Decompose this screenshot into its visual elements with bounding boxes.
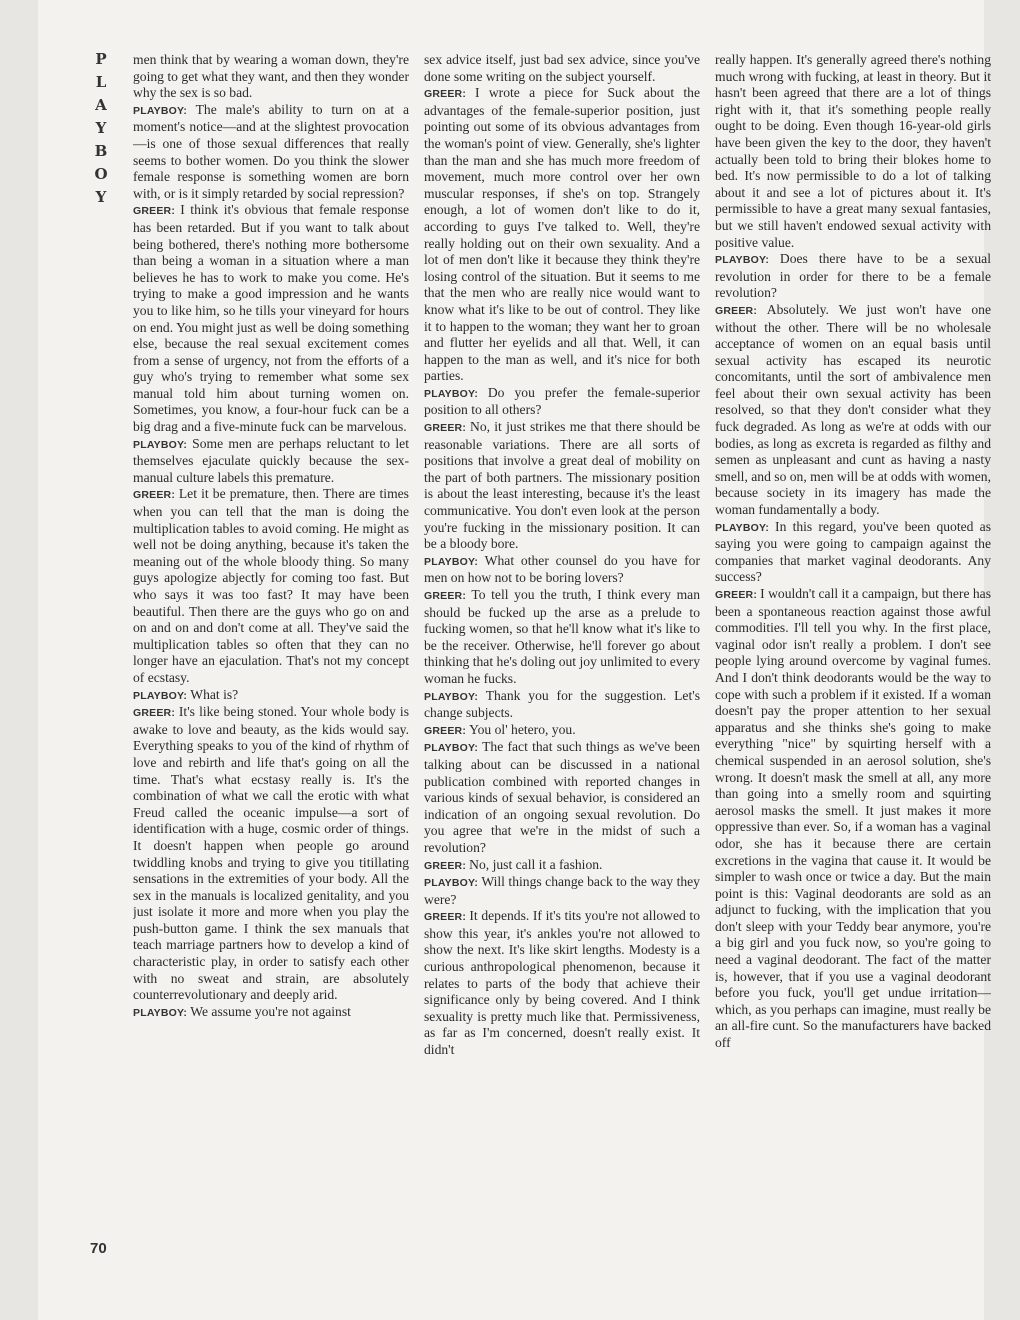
interview-paragraph <box>424 553 700 587</box>
paragraph-text: It depends. If it's tits you're not allowed to show this year, it's ankles you're not allowed to show the next. It's like skirt lengths. Modesty is a curious anthropological phenomenon, because it relates to parts of the body that achieve their significance only by being covered. And I think sexuality is pretty much like that. Permissiveness, as far as I'm concerned, doesn't really exist. It didn't <box>424 908 700 1058</box>
paragraph-text: What other counsel do you have for men on how not to be boring lovers? <box>424 552 700 586</box>
paragraph-text: Absolutely. We just won't have one without the other. There will be no wholesale acceptance of women on an equal basis until sexual activity has escaped its neurotic concomitants, until the sort of ambivalence men feel about their own sexual activity has been resolved, so that they don't consider what they fuck degraded. As long as we're at odds with our bodies, as long as excreta is regarded as filthy and semen as unpleasant and cunt as having a nasty smell, and so on, men will be at odds with women, because society in its imagery has made the woman fundamentally a body. <box>715 301 991 518</box>
paragraph-text: The fact that such things as we've been talking about can be discussed in a national publication combined with reported changes in various kinds of sexual behavior, is considered an indication of an ongoing sexual revolution. Do you agree that we're in the midst of such a revolution? <box>424 739 700 855</box>
speaker-label: GREER : <box>133 205 180 217</box>
masthead-letter: B <box>94 142 108 160</box>
interview-paragraph <box>424 419 700 553</box>
speaker-label: GREER : <box>424 860 469 872</box>
speaker-label: GREER : <box>715 589 760 601</box>
interview-paragraph <box>133 102 409 203</box>
speaker-label: PLAYBOY : <box>424 388 488 400</box>
interview-paragraph <box>715 52 991 251</box>
interview-paragraph <box>424 85 700 385</box>
paragraph-text: sex advice itself, just bad sex advice, since you've done some writing on the subject yourself. <box>424 52 700 84</box>
speaker-label: GREER : <box>424 88 475 100</box>
paragraph-text: It's like being stoned. Your whole body is awake to love and beauty, as the kids would say. Everything speaks to you of the kind of rhythm of love and rebirth and life that's going on all the time. That's what ecstasy really is. It's the combination of what we call the erotic with what Freud called the oceanic impulse—a sort of identification with a huge, cosmic order of things. It doesn't happen when people go around twiddling knobs and trying to give you titillating sensations in the extremities of your body. All the sex in the manuals is localized genitality, and you just isolate it more and more when you play the push-button game. I think the sex manuals that teach marriage partners how to develop a kind of characteristic play, in order to satisfy each other with no sweat and strain, are absolutely counterrevolutionary and deeply arid. <box>133 704 409 1003</box>
paragraph-text: You ol' hetero, you. <box>469 721 576 737</box>
masthead-letter: Y <box>95 188 107 206</box>
speaker-label: PLAYBOY : <box>133 439 192 451</box>
paragraph-text: Will things change back to the way they were? <box>424 874 700 907</box>
speaker-label: PLAYBOY : <box>715 254 780 266</box>
interview-paragraph <box>424 874 700 908</box>
interview-paragraph <box>424 857 700 875</box>
masthead-letter: P <box>95 50 107 68</box>
speaker-label: GREER : <box>715 305 767 317</box>
paragraph-text: Some men are perhaps reluctant to let themselves ejaculate quickly because the sex-manual culture labels this premature. <box>133 435 409 485</box>
paragraph-text: No, just call it a fashion. <box>469 856 603 872</box>
interview-paragraph <box>424 587 700 688</box>
paragraph-text: To tell you the truth, I think every man should be fucked up the arse as a prelude to fucking women, so that he'll know what it's like to be the receiver. Otherwise, he'll forever go about thinking that he's doling out joy unlimited to every woman he fucks. <box>424 587 700 686</box>
paragraph-text: Do you prefer the female-superior position to all others? <box>424 384 700 418</box>
speaker-label: GREER : <box>424 422 470 434</box>
paragraph-text: Does there have to be a sexual revolution in order for there to be a female revolution? <box>715 251 991 301</box>
paragraph-text: We assume you're not against <box>190 1003 351 1019</box>
interview-paragraph <box>133 486 409 686</box>
page-number: 70 <box>90 1240 107 1257</box>
interview-paragraph <box>424 739 700 856</box>
magazine-page <box>38 0 991 1320</box>
interview-paragraph <box>424 722 700 740</box>
paragraph-text: Let it be premature, then. There are times when you can tell that the man is doing the multiplication tables to avoid coming. He might as well not be doing anything, because it's taken the meaning out of the whole bloody thing. So many guys apologize abjectly for coming too fast. But who says it was too fast? It may have been beautiful. Then there are the guys who go on and on and on and don't come at all. They've said the multiplication tables so often that they can no longer have an ejaculation. That's not my concept of ecstasy. <box>133 486 409 685</box>
masthead-letter: L <box>95 73 107 91</box>
speaker-label: GREER : <box>133 707 179 719</box>
interview-paragraph <box>715 519 991 586</box>
speaker-label: GREER : <box>133 489 179 501</box>
interview-paragraph <box>133 687 409 705</box>
speaker-label: GREER : <box>424 911 469 923</box>
interview-paragraph <box>715 302 991 519</box>
paragraph-text: The male's ability to turn on at a moment's notice—and at the slightest provocation—is one of those sexual differences that really seems to bother women. Do you think the slower female response is something women are born with, or is it simply retarded by social repression? <box>133 101 409 201</box>
interview-paragraph <box>133 202 409 435</box>
paragraph-text: What is? <box>190 686 239 702</box>
text-column-3 <box>715 52 991 1262</box>
paragraph-text: No, it just strikes me that there should be reasonable variations. There are all sorts of positions that involve a great deal of mobility on the part of both partners. The missionary position is about the least interesting, because it's the least communicative. You don't even look at the person you're fucking in the missionary position. It can be a bloody bore. <box>424 419 700 552</box>
interview-paragraph <box>715 251 991 302</box>
speaker-label: GREER : <box>424 590 471 602</box>
interview-paragraph <box>424 688 700 722</box>
interview-paragraph <box>133 52 409 102</box>
masthead-letter: O <box>94 165 108 183</box>
text-column-2 <box>424 52 700 1262</box>
paragraph-text: really happen. It's generally agreed there's nothing much wrong with fucking, at least in theory. But it hasn't been agreed that there are a lot of things right with it, that it's something people really ought to be doing. Even though 16-year-old girls have been given the key to the door, they haven't actually been told to bring their blokes home to bed. It's now permissible to do a lot of talking about it and see a lot of pictures about it. It's permissible to have a great many sexual fantasies, but we still haven't endowed sexual activity with positive value. <box>715 52 991 250</box>
speaker-label: PLAYBOY : <box>424 742 482 754</box>
speaker-label: GREER : <box>424 725 469 737</box>
masthead-letter: Y <box>95 119 107 137</box>
interview-paragraph <box>133 1004 409 1022</box>
interview-paragraph <box>424 52 700 85</box>
interview-paragraph <box>133 704 409 1004</box>
speaker-label: PLAYBOY : <box>424 877 481 889</box>
interview-paragraph <box>133 436 409 487</box>
speaker-label: PLAYBOY : <box>133 1007 190 1019</box>
paragraph-text: In this regard, you've been quoted as saying you were going to campaign against the companies that market vaginal deodorants. Any success? <box>715 518 991 585</box>
masthead-vertical <box>90 48 112 209</box>
speaker-label: PLAYBOY : <box>424 691 486 703</box>
paragraph-text: I think it's obvious that female response has been retarded. But if you want to talk about being bothered, there's nothing more bothersome than being a woman in a situation where a man believes he has to work to make you come. He's trying to make a good impression and he wants you to like him, so he tills your vineyard for hours on end. You might just as well be doing something else, because the real sexual excitement comes from a sense of urgency, not from the efforts of a guy who's trying to remember what some sex manual told him about turning women on. Sometimes, you know, a four-hour fuck can be a big drag and a five-minute fuck can be marvelous. <box>133 202 409 435</box>
speaker-label: PLAYBOY : <box>424 556 485 568</box>
interview-paragraph <box>424 908 700 1058</box>
text-column-1 <box>133 52 409 1262</box>
interview-paragraph <box>424 385 700 419</box>
speaker-label: PLAYBOY : <box>133 105 196 117</box>
paragraph-text: I wrote a piece for Suck about the advantages of the female-superior position, just pointing out some of its obvious advantages from the woman's point of view. Generally, she's lighter than the man and she has much more freedom of movement, much more control over her own muscular responses, if she's on top. Strangely enough, a lot of women don't like to do it, according to guys I've talked to. Well, they're really holding out on their own sexuality. And a lot of men don't like it because they think they're losing control of the situation. But it seems to me that the men who are really nice would want to know what it's like to be out of control. They like it to happen to the woman; they want her to groan and flutter her eyelids and all that. Well, it can happen to the man as well, and it's nice for both parties. <box>424 85 700 384</box>
paragraph-text: I wouldn't call it a campaign, but there has been a spontaneous reaction against those awful commodities. I'll tell you why. In the first place, vaginal odor isn't really a problem. I don't see people lying around overcome by vaginal fumes. And I don't think deodorants would be the way to cope with such a problem if it existed. If a woman doesn't pay the proper attention to her sexual apparatus and she thinks she's going to make everything "nice" by squirting herself with a chemical suspended in an aerosol solution, she's wrong. It doesn't mask the smell at all, any more than going into a smelly room and squirting aerosol masks the smell. It just makes it more oppressive than ever. So, if a woman has a vaginal odor, she has it because there are certain excretions in the vagina that cause it. It would be simpler to wash once or twice a day. But the main point is this: Vaginal deodorants are sold as an adjunct to fucking, with the implication that you don't sleep with your Teddy bear anymore, you're a big girl and you fuck now, so you're going to need a vaginal deodorant. The fact of the matter is, however, that if you use a vaginal deodorant before you fuck, you'll get undue irritation—which, as you perhaps can imagine, must really be an all-fire cunt. So the manufacturers have backed off <box>715 586 991 1051</box>
speaker-label: PLAYBOY : <box>133 690 190 702</box>
masthead-letter: A <box>95 96 107 114</box>
speaker-label: PLAYBOY : <box>715 522 775 534</box>
interview-paragraph <box>715 586 991 1052</box>
paragraph-text: men think that by wearing a woman down, they're going to get what they want, and then they wonder why the sex is so bad. <box>133 52 409 101</box>
paragraph-text: Thank you for the suggestion. Let's change subjects. <box>424 687 700 721</box>
